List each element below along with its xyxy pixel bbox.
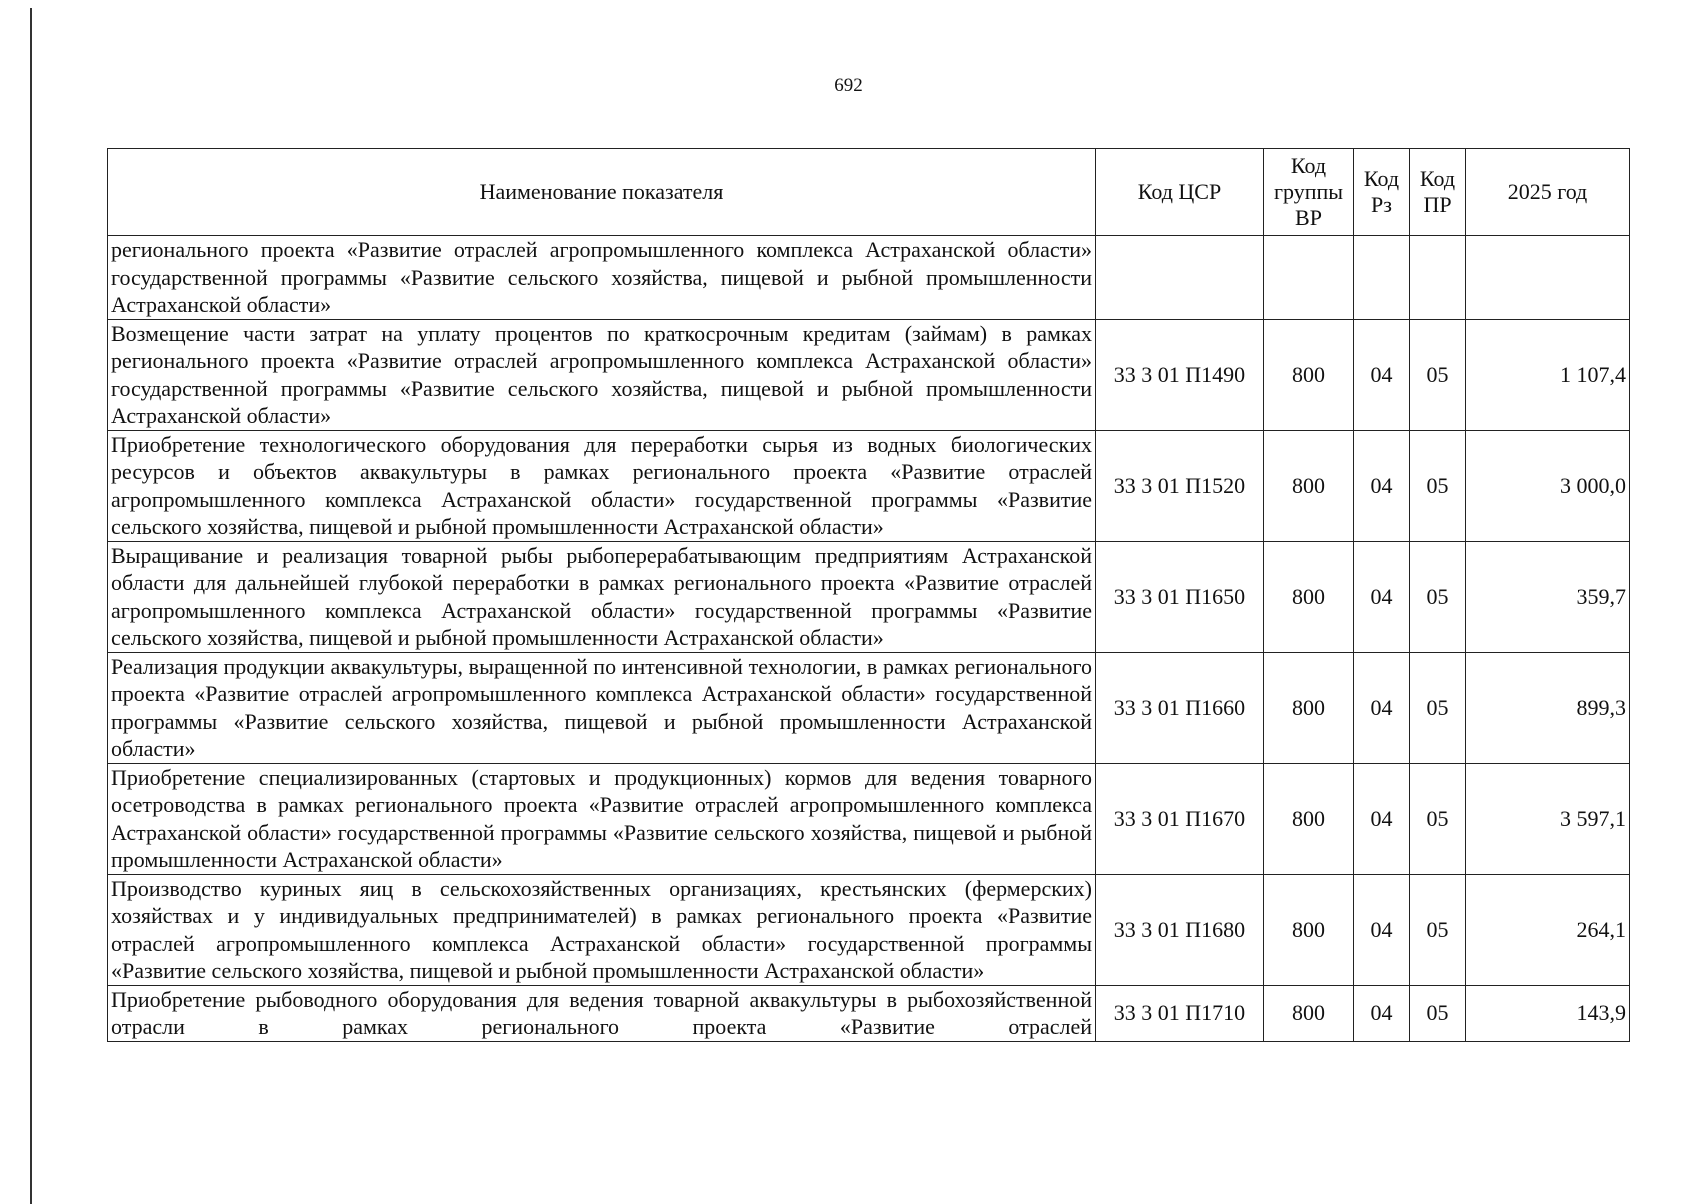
header-rz: Код Рз: [1354, 149, 1410, 236]
row-name: Приобретение технологического оборудования для переработки сырья из водных биологических ресурсов и объектов аквакультуры в рамках регионального проекта «Развитие отраслей агропромышленного комплекса Астраханской области» государственной программы «Развитие сельского хозяйства, пищевой и рыбной промышленности Астраханской области»: [108, 430, 1096, 541]
row-amount: 3 597,1: [1466, 763, 1630, 874]
row-pr: 05: [1410, 763, 1466, 874]
header-year: 2025 год: [1466, 149, 1630, 236]
table-row: [108, 874, 1630, 985]
row-name: Реализация продукции аквакультуры, выращенной по интенсивной технологии, в рамках регионального проекта «Развитие отраслей агропромышленного комплекса Астраханской области» государственной программы «Развитие сельского хозяйства, пищевой и рыбной промышленности Астраханской области»: [108, 652, 1096, 763]
row-rz: 04: [1354, 985, 1410, 1041]
row-pr: [1410, 236, 1466, 320]
table-row: [108, 985, 1630, 1041]
row-vr: 800: [1264, 763, 1354, 874]
row-csr: 33 3 01 П1710: [1096, 985, 1264, 1041]
header-csr: Код ЦСР: [1096, 149, 1264, 236]
row-name: Производство куриных яиц в сельскохозяйственных организациях, крестьянских (фермерских) хозяйствах и у индивидуальных предпринимателей) в рамках регионального проекта «Развитие отраслей агропромышленного комплекса Астраханской области» государственной программы «Развитие сельского хозяйства, пищевой и рыбной промышленности Астраханской области»: [108, 874, 1096, 985]
row-pr: 05: [1410, 874, 1466, 985]
header-vr: Код группы ВР: [1264, 149, 1354, 236]
row-csr: 33 3 01 П1670: [1096, 763, 1264, 874]
table-row: [108, 430, 1630, 541]
row-vr: 800: [1264, 985, 1354, 1041]
row-rz: 04: [1354, 430, 1410, 541]
table-row: [108, 319, 1630, 430]
row-csr: 33 3 01 П1660: [1096, 652, 1264, 763]
row-csr: 33 3 01 П1490: [1096, 319, 1264, 430]
row-name: регионального проекта «Развитие отраслей агропромышленного комплекса Астраханской области» государственной программы «Развитие сельского хозяйства, пищевой и рыбной промышленности Астраханской области»: [108, 236, 1096, 320]
row-vr: 800: [1264, 319, 1354, 430]
row-amount: 359,7: [1466, 541, 1630, 652]
row-rz: 04: [1354, 319, 1410, 430]
row-amount: 899,3: [1466, 652, 1630, 763]
row-pr: 05: [1410, 430, 1466, 541]
row-pr: 05: [1410, 541, 1466, 652]
row-amount: [1466, 236, 1630, 320]
row-rz: 04: [1354, 763, 1410, 874]
row-amount: 143,9: [1466, 985, 1630, 1041]
row-csr: 33 3 01 П1650: [1096, 541, 1264, 652]
row-vr: 800: [1264, 874, 1354, 985]
budget-table: [107, 148, 1630, 1042]
row-csr: 33 3 01 П1680: [1096, 874, 1264, 985]
row-rz: 04: [1354, 652, 1410, 763]
table-row: [108, 652, 1630, 763]
row-name: Возмещение части затрат на уплату процентов по краткосрочным кредитам (займам) в рамках регионального проекта «Развитие отраслей агропромышленного комплекса Астраханской области» государственной программы «Развитие сельского хозяйства, пищевой и рыбной промышленности Астраханской области»: [108, 319, 1096, 430]
header-pr: Код ПР: [1410, 149, 1466, 236]
page-number: 692: [834, 75, 863, 96]
table-row: [108, 236, 1630, 320]
row-rz: [1354, 236, 1410, 320]
row-name: Выращивание и реализация товарной рыбы рыбоперерабатывающим предприятиям Астраханской области для дальнейшей глубокой переработки в рамках регионального проекта «Развитие отраслей агропромышленного комплекса Астраханской области» государственной программы «Развитие сельского хозяйства, пищевой и рыбной промышленности Астраханской области»: [108, 541, 1096, 652]
row-pr: 05: [1410, 985, 1466, 1041]
header-name: Наименование показателя: [108, 149, 1096, 236]
row-csr: [1096, 236, 1264, 320]
row-vr: [1264, 236, 1354, 320]
left-margin-line: [30, 8, 32, 1204]
row-amount: 3 000,0: [1466, 430, 1630, 541]
row-name: Приобретение рыбоводного оборудования для ведения товарной аквакультуры в рыбохозяйственной отрасли в рамках регионального проекта «Развитие отраслей: [108, 985, 1096, 1041]
row-pr: 05: [1410, 319, 1466, 430]
row-vr: 800: [1264, 541, 1354, 652]
row-name: Приобретение специализированных (стартовых и продукционных) кормов для ведения товарного осетроводства в рамках регионального проекта «Развитие отраслей агропромышленного комплекса Астраханской области» государственной программы «Развитие сельского хозяйства, пищевой и рыбной промышленности Астраханской области»: [108, 763, 1096, 874]
header-row: [108, 149, 1630, 236]
row-vr: 800: [1264, 652, 1354, 763]
row-amount: 264,1: [1466, 874, 1630, 985]
row-vr: 800: [1264, 430, 1354, 541]
row-csr: 33 3 01 П1520: [1096, 430, 1264, 541]
row-amount: 1 107,4: [1466, 319, 1630, 430]
row-rz: 04: [1354, 541, 1410, 652]
row-rz: 04: [1354, 874, 1410, 985]
table-row: [108, 541, 1630, 652]
table-row: [108, 763, 1630, 874]
row-pr: 05: [1410, 652, 1466, 763]
